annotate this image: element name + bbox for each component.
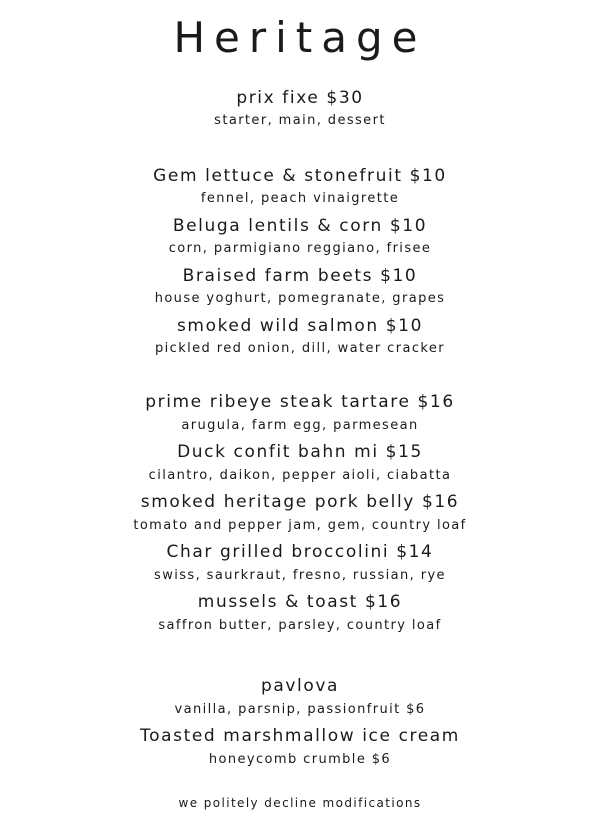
dessert-name: Toasted marshmallow ice cream xyxy=(140,726,460,746)
main-description: arugula, farm egg, parmesean xyxy=(181,418,419,433)
main-name: Char grilled broccolini $14 xyxy=(166,542,434,562)
main-name: prime ribeye steak tartare $16 xyxy=(145,392,455,412)
dessert-name: pavlova xyxy=(260,676,340,696)
starter-description: fennel, peach vinaigrette xyxy=(200,191,400,206)
starter-name: smoked wild salmon $10 xyxy=(176,316,424,336)
starter-name: Gem lettuce & stonefruit $10 xyxy=(153,166,447,186)
main-description: cilantro, daikon, pepper aioli, ciabatta xyxy=(148,468,452,483)
main-description: saffron butter, parsley, country loaf xyxy=(158,618,442,633)
starter-name: Braised farm beets $10 xyxy=(182,266,418,286)
main-name: Duck confit bahn mi $15 xyxy=(177,442,423,462)
dessert-description: honeycomb crumble $6 xyxy=(208,752,392,767)
prix-fixe-courses: starter, main, dessert xyxy=(214,113,386,128)
restaurant-title: Heritage xyxy=(173,13,427,62)
main-name: smoked heritage pork belly $16 xyxy=(140,492,460,512)
starter-description: corn, parmigiano reggiano, frisee xyxy=(168,241,432,256)
starter-description: house yoghurt, pomegranate, grapes xyxy=(154,291,446,306)
main-name: mussels & toast $16 xyxy=(197,592,403,612)
starter-name: Beluga lentils & corn $10 xyxy=(172,216,428,236)
modifications-note: we politely decline modifications xyxy=(178,796,422,810)
dessert-description: vanilla, parsnip, passionfruit $6 xyxy=(174,702,426,717)
prix-fixe-label: prix fixe $30 xyxy=(236,88,364,108)
main-description: tomato and pepper jam, gem, country loaf xyxy=(133,518,467,533)
starter-description: pickled red onion, dill, water cracker xyxy=(155,341,445,356)
main-description: swiss, saurkraut, fresno, russian, rye xyxy=(154,568,446,583)
